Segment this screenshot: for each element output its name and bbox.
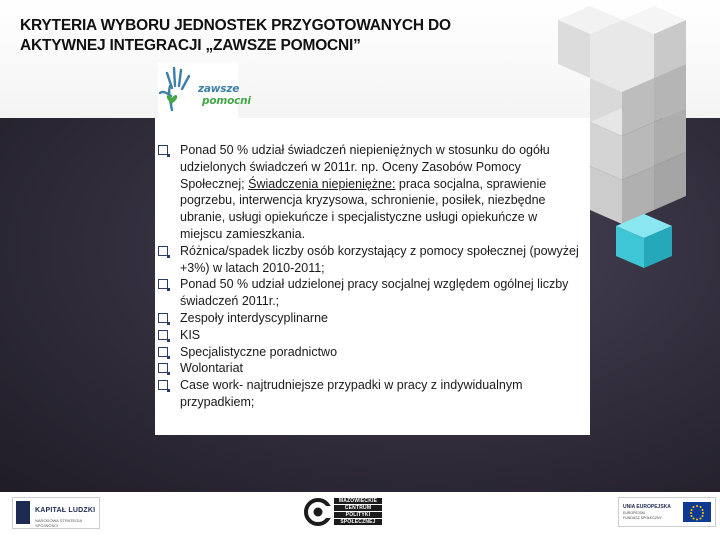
- eu-flag-icon: [683, 502, 711, 522]
- list-item-text: Ponad 50 % udział udzielonej pracy socjalnej względem ogólnej liczby świadczeń 2011r.;: [180, 277, 569, 309]
- eu-subtitle-line-2: FUNDUSZ SPOŁECZNY: [623, 515, 662, 520]
- kapital-ludzki-emblem-icon: [16, 501, 30, 524]
- logo-text-line-1: zawsze: [198, 83, 240, 95]
- list-item: [155, 142, 580, 243]
- content-card: [155, 118, 590, 435]
- list-item: [155, 243, 580, 277]
- list-item-text-underlined: Świadczenia niepieniężne:: [248, 176, 396, 191]
- list-item-text: Case work- najtrudniejsze przypadki w pracy z indywidualnym przypadkiem;: [180, 378, 523, 409]
- mcps-line-4: SPOŁECZNEJ: [334, 519, 382, 525]
- kapital-ludzki-name: KAPITAŁ LUDZKI: [35, 507, 96, 514]
- list-item: [155, 276, 580, 310]
- kapital-ludzki-logo: [12, 497, 100, 529]
- list-item: [155, 310, 580, 327]
- list-item: [155, 327, 580, 344]
- slide-title: [20, 16, 490, 56]
- checkbox-bullet-icon: [158, 145, 168, 155]
- slide-title-line-2: AKTYWNEJ INTEGRACJI „ZAWSZE POMOCNI”: [20, 37, 361, 54]
- slide-title-line-1: KRYTERIA WYBORU JEDNOSTEK PRZYGOTOWANYCH DO: [20, 17, 451, 34]
- zawsze-pomocni-logo: [158, 62, 251, 118]
- slide-header: [0, 0, 720, 118]
- eu-logo: [618, 497, 716, 527]
- list-item-text: Specjalistyczne poradnictwo: [180, 344, 338, 359]
- criteria-list: [155, 142, 580, 411]
- checkbox-bullet-icon: [158, 347, 168, 357]
- mcps-emblem-icon: [304, 497, 334, 527]
- list-item-text: Różnica/spadek liczby osób korzystający z pomocy społecznej (powyżej +3%) w latach 2010-2011;: [180, 243, 579, 275]
- checkbox-bullet-icon: [158, 380, 168, 390]
- mcps-logo: [304, 497, 382, 527]
- checkbox-bullet-icon: [158, 246, 168, 256]
- eu-title: UNIA EUROPEJSKA: [623, 504, 671, 510]
- checkbox-bullet-icon: [158, 330, 168, 340]
- list-item: [155, 344, 580, 361]
- kapital-ludzki-subtitle: NARODOWA STRATEGIA SPÓJNOŚCI: [35, 518, 82, 528]
- footer-logos: [0, 492, 720, 540]
- checkbox-bullet-icon: [158, 363, 168, 373]
- list-item-text-after: praca socjalna, sprawienie pogrzebu, interwencja kryzysowa, schronienie, posiłek, niezbędne ubranie, usługi opiekuńcze i specjalistyczne usługi opiekuńcze w miejscu zamieszkania.: [180, 176, 547, 241]
- list-item-text-before: Ponad 50 % udział świadczeń niepieniężnych w stosunku do ogółu udzielonych świadczeń w 2011r. np. Oceny Zasobów Pomocy Społecznej;: [180, 143, 550, 191]
- list-item: [155, 360, 580, 377]
- eu-subtitle-line-1: EUROPEJSKI: [623, 511, 646, 515]
- checkbox-bullet-icon: [158, 279, 168, 289]
- logo-text-line-2: pomocni: [202, 95, 251, 107]
- mcps-line-2: CENTRUM: [334, 505, 382, 511]
- mcps-line-3: POLITYKI: [334, 512, 382, 518]
- mcps-line-1: MAZOWIECKIE: [334, 498, 382, 504]
- eu-subtitle: [623, 511, 673, 520]
- list-item-text: Zespoły interdyscyplinarne: [180, 310, 328, 325]
- list-item-text: KIS: [180, 327, 201, 342]
- list-item-text: Wolontariat: [180, 361, 243, 376]
- list-item: [155, 377, 580, 411]
- checkbox-bullet-icon: [158, 313, 168, 323]
